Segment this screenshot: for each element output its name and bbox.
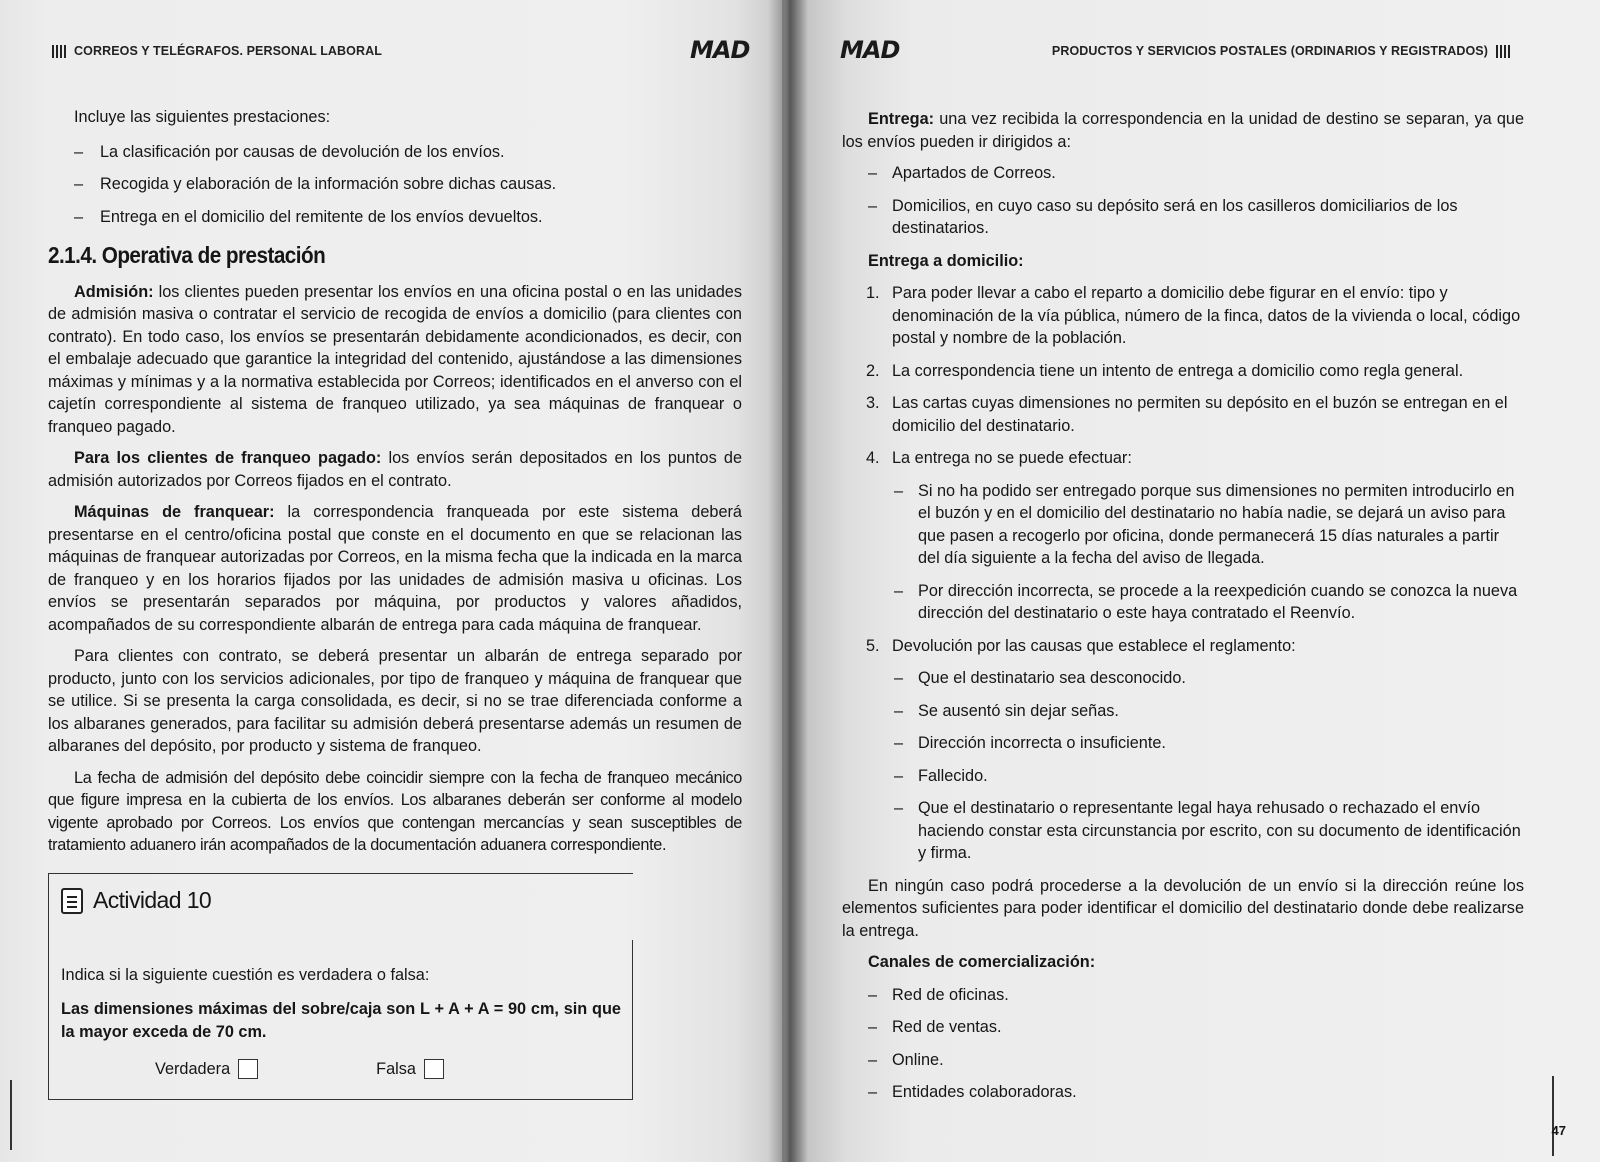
entrega-list bbox=[842, 162, 1524, 240]
activity-border-right bbox=[632, 940, 633, 1100]
paragraph-entrega: Entrega: una vez recibida la correspondencia en la unidad de destino se separan, ya que los envíos pueden ir dirigidos a: bbox=[842, 110, 1524, 151]
intro-list bbox=[48, 141, 742, 229]
list-item: – Domicilios, en cuyo caso su depósito será en los casilleros domiciliarios de los destinatarios. bbox=[868, 196, 1458, 237]
section-title: 2.1.4. Operativa de prestación bbox=[48, 242, 326, 268]
activity-box bbox=[48, 873, 633, 1100]
list-item: – Red de ventas. bbox=[868, 1018, 1002, 1036]
numbered-list bbox=[842, 282, 1524, 865]
list-item: – Fallecido. bbox=[894, 766, 988, 785]
intro-text: Incluye las siguientes prestaciones: bbox=[74, 108, 331, 126]
publisher-logo: MAD bbox=[840, 36, 900, 64]
numbered-item: 1. Para poder llevar a cabo el reparto a domicilio debe figurar en el envío: tipo y denominación de la vía pública, número de la finca, datos de la vivienda o local, código postal y nombre de la población. bbox=[866, 284, 1521, 347]
list-item: – Que el destinatario sea desconocido. bbox=[894, 669, 1186, 687]
paragraph-maquinas: Máquinas de franquear: la correspondencia franqueada por este sistema deberá presentarse en el centro/oficina postal que conste en el documento en que se relacionan las máquinas de franquear autorizadas por Correos, en la misma fecha que la indicada en la marca de franqueo y en los horarios fijados por las unidades de admisión masiva u oficinas. Los envíos se presentarán separados por máquina, por productos y valores añadidos, acompañados de su correspondiente albarán de entrega para cada máquina de franquear. bbox=[48, 503, 742, 634]
answer-true-label: Verdadera bbox=[155, 1059, 231, 1078]
list-item: – La clasificación por causas de devolución de los envíos. bbox=[74, 142, 505, 161]
list-item: – Red de oficinas. bbox=[868, 985, 1009, 1004]
left-content bbox=[48, 106, 742, 1100]
right-running-header bbox=[1052, 44, 1510, 58]
header-bars-icon bbox=[1496, 45, 1510, 58]
header-bars-icon bbox=[52, 45, 66, 58]
activity-answers bbox=[155, 1058, 444, 1081]
answer-true-checkbox[interactable] bbox=[238, 1059, 258, 1079]
numbered-item: 5. Devolución por las causas que establece el reglamento: – Que el destinatario sea desconocido. – Se ausentó sin dejar señas. – Dirección incorrecta o insuficiente. – Fallecido. – Que el destinatario o representante legal haya rehusado o rechazado el envío haciendo constar esta circunstancia por escrito, con su documento de identificación y firma. bbox=[842, 635, 1524, 865]
activity-question bbox=[61, 964, 621, 1056]
right-running-title: PRODUCTOS Y SERVICIOS POSTALES (ORDINARIOS Y REGISTRADOS) bbox=[1051, 44, 1488, 58]
list-item: – Si no ha podido ser entregado porque sus dimensiones no permiten introducirlo en el buzón y en el domicilio del destinatario no había nadie, se dejará un aviso para que pasen a recogerlo por oficina, donde permanecerá 15 días naturales a partir del día siguiente a la fecha del aviso de llegada. bbox=[894, 481, 1515, 567]
canales-list bbox=[842, 984, 1524, 1104]
right-content bbox=[842, 108, 1524, 1114]
item5-sublist bbox=[842, 667, 1524, 865]
page-number: 47 bbox=[1551, 1123, 1566, 1138]
numbered-item: 4. La entrega no se puede efectuar: – Si no ha podido ser entregado porque sus dimensiones no permiten introducirlo en el buzón y en el domicilio del destinatario no había nadie, se dejará un aviso para que pasen a recogerlo por oficina, donde permanecerá 15 días naturales a partir del día siguiente a la fecha del aviso de llegada. – Por dirección incorrecta, se procede a la reexpedición cuando se conozca la nueva dirección del destinatario o este haya contratado el Reenvío. bbox=[842, 447, 1524, 625]
left-running-title: CORREOS Y TELÉGRAFOS. PERSONAL LABORAL bbox=[74, 44, 382, 58]
activity-prompt: Indica si la siguiente cuestión es verdadera o falsa: bbox=[61, 965, 430, 984]
item4-sublist bbox=[842, 480, 1524, 625]
publisher-logo: MAD bbox=[690, 36, 750, 64]
numbered-item: 3. Las cartas cuyas dimensiones no permiten su depósito en el buzón se entregan en el domicilio del destinatario. bbox=[866, 394, 1508, 435]
notebook-icon bbox=[61, 888, 83, 914]
paragraph-clientes-contrato: Para clientes con contrato, se deberá presentar un albarán de entrega separado por producto, junto con los servicios adicionales, por tipo de franqueo y máquina de franquear que se utilice. Si se presenta la carga consolidada, es decir, si no se trae diferenciada conforme a los albaranes generados, para facilitar su admisión deberá presentarse además un resumen de albaranes del depósito, por producto y sistema de franqueo. bbox=[48, 647, 742, 755]
paragraph-ningun-caso: En ningún caso podrá procederse a la devolución de un envío si la dirección reúne los elementos suficientes para poder identificar el domicilio del destinatario donde debe realizarse la entrega. bbox=[842, 876, 1524, 940]
list-item: – Online. bbox=[868, 1050, 944, 1069]
page-edge-mark bbox=[1552, 1076, 1554, 1156]
list-item: – Que el destinatario o representante legal haya rehusado o rechazado el envío haciendo constar esta circunstancia por escrito, con su documento de identificación y firma. bbox=[894, 799, 1521, 862]
activity-header bbox=[61, 888, 211, 914]
activity-title: Actividad 10 bbox=[93, 887, 212, 914]
paragraph-franqueo-pagado: Para los clientes de franqueo pagado: los envíos serán depositados en los puntos de admisión autorizados por Correos fijados en el contrato. bbox=[48, 449, 742, 490]
paragraph-admision: Admisión: los clientes pueden presentar los envíos en una oficina postal o en las unidades de admisión masiva o contratar el servicio de recogida de envíos a domicilio (para clientes con contrato). En todo caso, los envíos se presentarán debidamente acondicionados, es decir, con el embalaje adecuado que garantice la integridad del contenido, ajustándose a las dimensiones máximas y mínimas y a la normativa establecida por Correos; identificados en el anverso con el cajetín correspondiente al sistema de franqueo utilizado, ya sea máquinas de franquear o franqueo pagado. bbox=[48, 282, 742, 436]
list-item: – Recogida y elaboración de la información sobre dichas causas. bbox=[74, 175, 557, 193]
answer-true bbox=[155, 1058, 258, 1081]
left-page bbox=[0, 0, 782, 1162]
canales-title: Canales de comercialización: bbox=[868, 953, 1096, 971]
answer-false bbox=[376, 1058, 444, 1081]
list-item: – Entrega en el domicilio del remitente de los envíos devueltos. bbox=[74, 207, 543, 226]
list-item: – Dirección incorrecta o insuficiente. bbox=[894, 734, 1166, 752]
list-item: – Se ausentó sin dejar señas. bbox=[894, 701, 1119, 720]
answer-false-checkbox[interactable] bbox=[424, 1059, 444, 1079]
left-running-header bbox=[52, 44, 382, 58]
activity-border-bottom bbox=[49, 1099, 633, 1100]
list-item: – Por dirección incorrecta, se procede a la reexpedición cuando se conozca la nueva dirección del destinatario o este haya contratado el Reenvío. bbox=[894, 581, 1518, 622]
list-item: – Apartados de Correos. bbox=[868, 164, 1056, 182]
entrega-domicilio-title: Entrega a domicilio: bbox=[868, 251, 1024, 270]
right-page bbox=[782, 0, 1600, 1162]
activity-statement: Las dimensiones máximas del sobre/caja son L + A + A = 90 cm, sin que la mayor exceda de 70 cm. bbox=[61, 1000, 621, 1041]
list-item: – Entidades colaboradoras. bbox=[868, 1083, 1077, 1101]
page-edge-mark bbox=[10, 1080, 12, 1150]
answer-false-label: Falsa bbox=[376, 1059, 416, 1078]
numbered-item: 2. La correspondencia tiene un intento de entrega a domicilio como regla general. bbox=[866, 361, 1464, 380]
paragraph-fecha-admision: La fecha de admisión del depósito debe coincidir siempre con la fecha de franqueo mecánico que figure impresa en la cubierta de los envíos. Los albaranes deberán ser conforme al modelo vigente aprobado por Correos. Los envíos que contengan mercancías y sean susceptibles de tratamiento aduanero irán acompañados de la documentación aduanera correspondiente. bbox=[48, 768, 742, 854]
